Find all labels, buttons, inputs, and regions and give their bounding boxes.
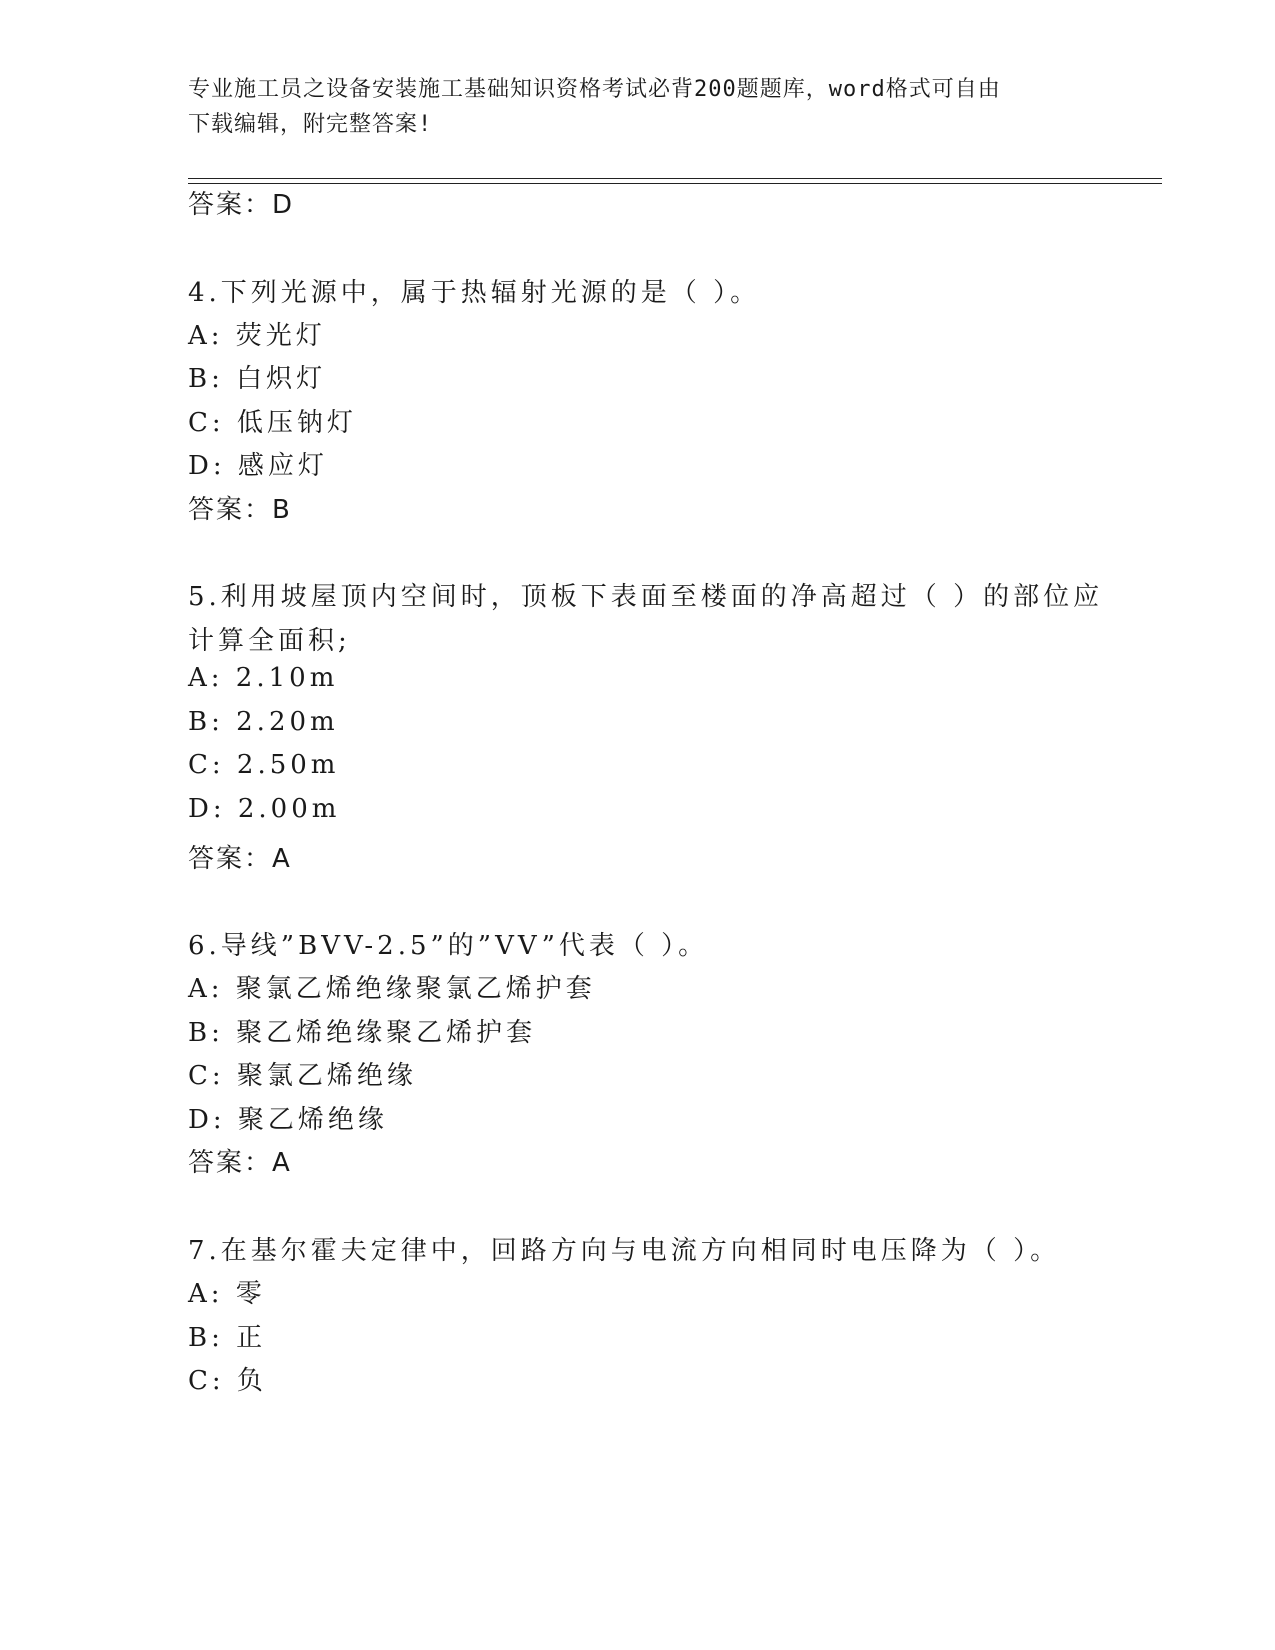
question-6-option-d: D: 聚乙烯绝缘 [188,1105,388,1135]
question-5-option-d: D: 2.00m [188,794,341,824]
question-6-text: 6.导线”BVV-2.5”的”VV”代表（ ）。 [188,931,709,961]
question-5-option-b: B: 2.20m [188,707,339,737]
question-4-option-b: B: 白炽灯 [188,364,327,394]
question-5-text-line-1: 5.利用坡屋顶内空间时，顶板下表面至楼面的净高超过（ ）的部位应 [188,582,1104,612]
header-divider-bottom [188,183,1162,184]
question-5-text-line-2: 计算全面积; [188,626,351,656]
question-7-text: 7.在基尔霍夫定律中，回路方向与电流方向相同时电压降为（ ）。 [188,1236,1061,1266]
question-5-option-c: C: 2.50m [188,750,340,780]
question-4-answer: 答案：B [188,495,292,525]
header-divider-top [188,178,1162,179]
question-7-option-b: B: 正 [188,1323,267,1353]
question-6-option-b: B: 聚乙烯绝缘聚乙烯护套 [188,1018,537,1048]
header-line-2: 下载编辑，附完整答案! [188,112,433,137]
question-7-option-a: A: 零 [188,1279,266,1309]
question-5-option-a: A: 2.10m [188,663,339,693]
document-header [188,72,1088,142]
question-7-option-c: C: 负 [188,1366,267,1396]
question-5-answer: 答案：A [188,844,292,874]
question-4-text: 4.下列光源中，属于热辐射光源的是（ ）。 [188,278,761,308]
question-6-option-a: A: 聚氯乙烯绝缘聚氯乙烯护套 [188,974,596,1004]
question-6-answer: 答案：A [188,1148,292,1178]
question-4-option-c: C: 低压钠灯 [188,408,357,438]
question-4-option-d: D: 感应灯 [188,451,328,481]
question-6-option-c: C: 聚氯乙烯绝缘 [188,1061,417,1091]
question-4-option-a: A: 荧光灯 [188,321,326,351]
answer-previous: 答案：D [188,190,295,220]
header-line-1: 专业施工员之设备安装施工基础知识资格考试必背200题题库，word格式可自由 [188,77,1001,102]
